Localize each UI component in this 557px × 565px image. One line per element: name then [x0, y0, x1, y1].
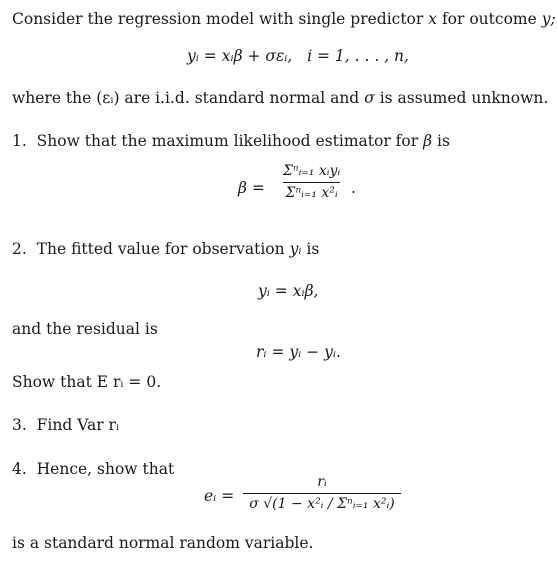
- mle-fraction: [283, 163, 340, 201]
- intro-line2: where the (εᵢ) are i.i.d. standard normal and σ is assumed unknown.: [12, 89, 549, 107]
- item-3: 3. Find Var rᵢ: [12, 416, 120, 434]
- mle-lhs: β =: [238, 179, 265, 197]
- item-2: 2. The fitted value for observation yᵢ is: [12, 240, 320, 258]
- mle-period: .: [351, 179, 356, 197]
- intro-line1: Consider the regression model with single predictor x for outcome y;: [12, 10, 556, 28]
- residual-equation: rᵢ = yᵢ − yᵢ.: [256, 343, 341, 361]
- mle-numerator: Σⁿᵢ₌₁ xᵢyᵢ: [283, 163, 341, 179]
- residual-intro: and the residual is: [12, 320, 158, 338]
- closing-line: is a standard normal random variable.: [12, 534, 314, 552]
- item-4: 4. Hence, show that: [12, 460, 175, 478]
- standardized-lhs: eᵢ =: [204, 487, 235, 505]
- expectation-statement: Show that E rᵢ = 0.: [12, 373, 162, 391]
- fitted-equation: yᵢ = xᵢβ,: [258, 282, 319, 300]
- standardized-fraction: [243, 474, 401, 512]
- standardized-numerator: rᵢ: [317, 474, 327, 490]
- item-1: 1. Show that the maximum likelihood estimator for β is: [12, 132, 450, 150]
- mle-denominator: Σⁿᵢ₌₁ x²ᵢ: [285, 185, 338, 201]
- model-equation: yᵢ = xᵢβ + σεᵢ, i = 1, . . . , n,: [187, 47, 409, 65]
- standardized-denominator: σ √(1 − x²ᵢ / Σⁿᵢ₌₁ x²ᵢ): [249, 496, 395, 512]
